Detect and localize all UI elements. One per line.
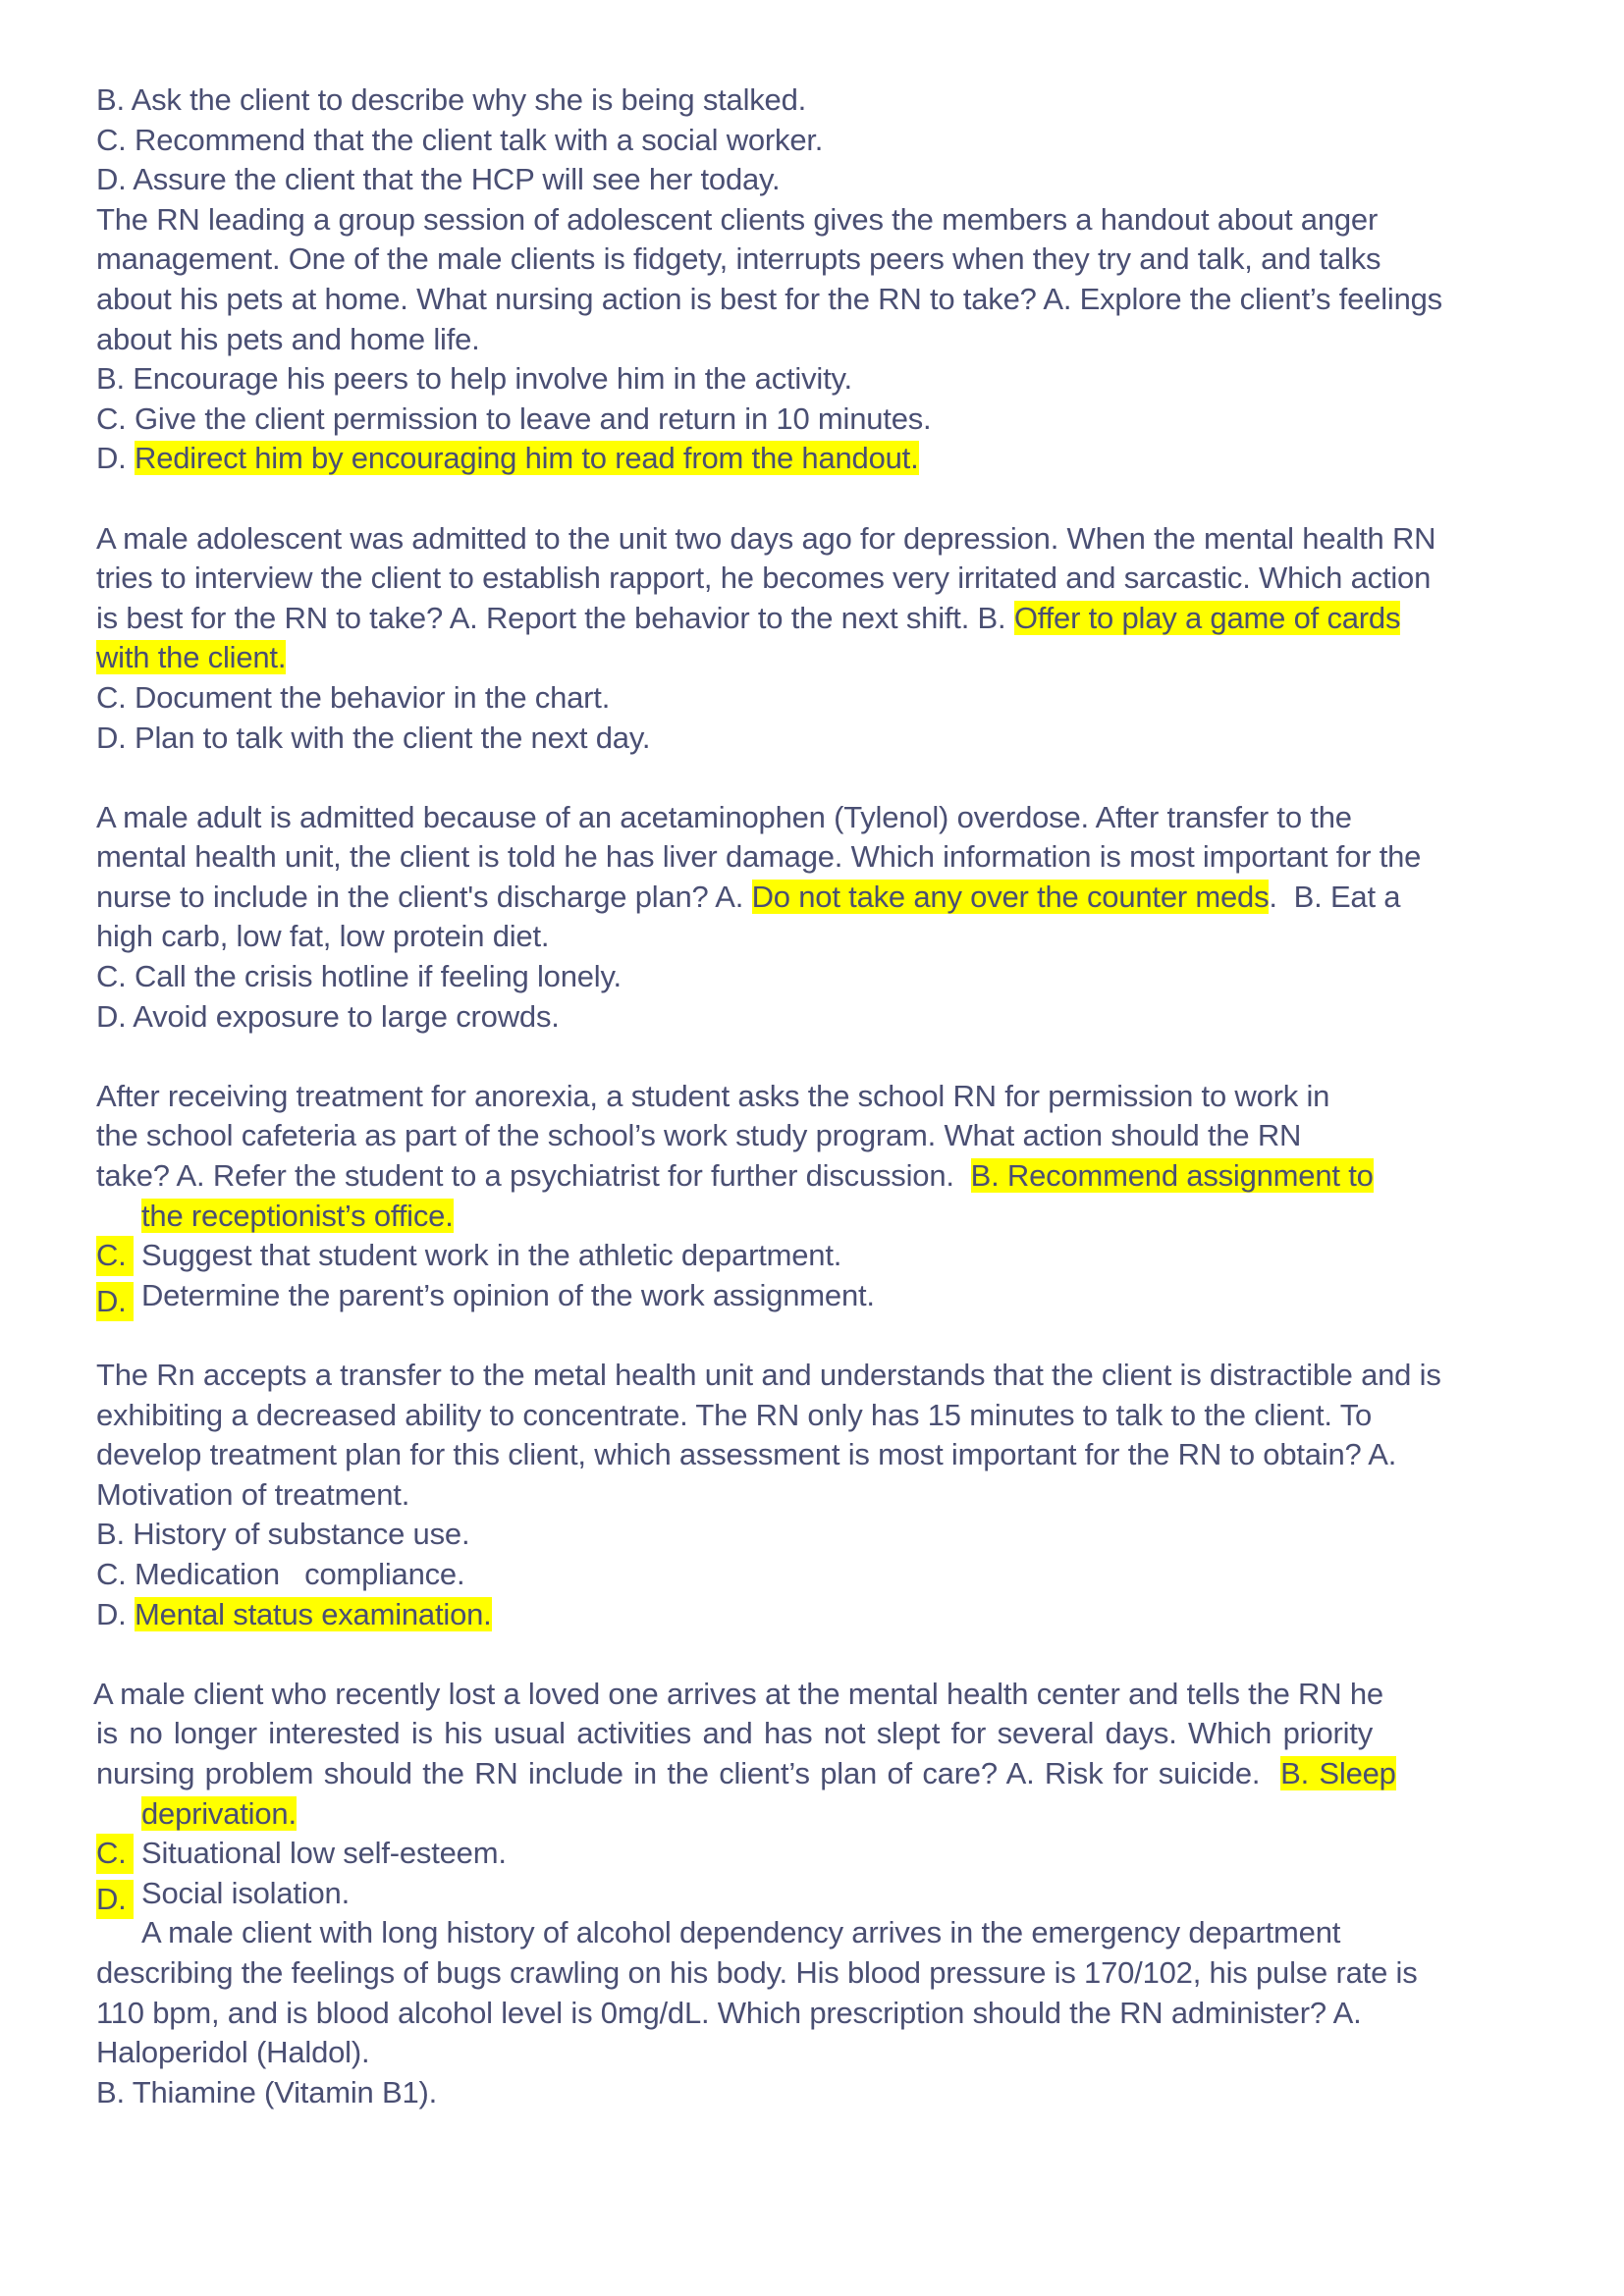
- option-b-continued: [96, 1794, 1589, 1835]
- option-c: C. Document the behavior in the chart.: [96, 679, 611, 715]
- question-prefix: take? A. Refer the student to a psychiatrist for further discussion.: [96, 1158, 971, 1194]
- paragraph-gap: [96, 1634, 1589, 1675]
- question-text: The RN leading a group session of adolescent clients gives the members a handout about anger: [96, 201, 1379, 237]
- question-text: The Rn accepts a transfer to the metal health unit and understands that the client is distractible and is: [96, 1358, 1441, 1392]
- question-text: [96, 878, 1589, 918]
- highlighted-answer: deprivation.: [141, 1795, 297, 1831]
- question-4: [96, 1077, 1589, 1316]
- option-b-continued: high carb, low fat, low protein diet.: [96, 919, 550, 954]
- option-d: D. Assure the client that the HCP will see her today.: [96, 162, 781, 197]
- option-prefix: D.: [96, 441, 135, 476]
- question-suffix: . B. Eat a: [1269, 879, 1401, 914]
- option-a-continued: Motivation of treatment.: [96, 1476, 410, 1512]
- question-3: [96, 798, 1589, 1038]
- option-d: D. Avoid exposure to large crowds.: [96, 998, 560, 1034]
- question-text: describing the feelings of bugs crawling on his body. His blood pressure is 170/102, his pulse rate is: [96, 1954, 1418, 1990]
- question-text: develop treatment plan for this client, which assessment is most important for the RN to obtain? A.: [96, 1437, 1397, 1472]
- highlighted-answer: B. Sleep: [1280, 1755, 1396, 1790]
- option-letter: C.: [96, 1236, 134, 1276]
- option-letter: C.: [96, 1834, 134, 1874]
- option-b: B. Encourage his peers to help involve him in the activity.: [96, 361, 852, 397]
- question-1: [96, 200, 1589, 479]
- paragraph-gap: [96, 1037, 1589, 1077]
- option-b-continued: [96, 638, 1589, 678]
- paragraph-gap: [96, 479, 1589, 519]
- question-text: A male client who recently lost a loved one arrives at the mental health center and tells the RN he: [93, 1676, 1383, 1711]
- option-b: B. History of substance use.: [96, 1517, 470, 1552]
- highlighted-answer: B. Recommend assignment to: [970, 1158, 1374, 1194]
- option-text: Determine the parent’s opinion of the work assignment.: [141, 1277, 875, 1312]
- option-d: D. Plan to talk with the client the next day.: [96, 720, 651, 755]
- option-d: [96, 1874, 1589, 1914]
- question-text: 110 bpm, and is blood alcohol level is 0mg/dL. Which prescription should the RN administer? A.: [96, 1995, 1362, 2030]
- highlighted-answer: Mental status examination.: [135, 1596, 492, 1631]
- option-d: [96, 1595, 1589, 1635]
- question-text: [96, 599, 1589, 639]
- question-text: the school cafeteria as part of the school’s work study program. What action should the RN: [96, 1118, 1302, 1153]
- paragraph-gap: [96, 1315, 1589, 1356]
- option-b-continued: [96, 1197, 1589, 1237]
- option-prefix: D.: [96, 1596, 135, 1631]
- question-prefix: nurse to include in the client's discharge plan? A.: [96, 879, 752, 914]
- option-a: about his pets and home life.: [96, 321, 480, 356]
- question-text: A male adolescent was admitted to the unit two days ago for depression. When the mental health RN: [96, 520, 1436, 556]
- question-text: A male client with long history of alcohol dependency arrives in the emergency department: [141, 1915, 1341, 1950]
- question-prefix: is best for the RN to take? A. Report the behavior to the next shift. B.: [96, 600, 1014, 635]
- highlighted-answer: with the client.: [96, 640, 287, 675]
- question-text: After receiving treatment for anorexia, a student asks the school RN for permission to work in: [96, 1078, 1330, 1113]
- paragraph-gap: [96, 758, 1589, 798]
- question-text: tries to interview the client to establish rapport, he becomes very irritated and sarcastic. Which action: [96, 561, 1432, 596]
- question-7: [96, 1913, 1589, 2112]
- question-text: mental health unit, the client is told he has liver damage. Which information is most important for the: [96, 839, 1422, 875]
- option-c: [96, 1834, 1589, 1874]
- option-text: Social isolation.: [141, 1875, 350, 1910]
- option-c: [96, 1236, 1589, 1276]
- question-0-options: [96, 80, 1589, 200]
- question-6: [93, 1675, 1589, 1916]
- question-text: [96, 1754, 1589, 1794]
- option-d: [96, 439, 1589, 479]
- highlighted-answer: Offer to play a game of cards: [1013, 600, 1401, 635]
- option-letter: D.: [96, 1880, 134, 1920]
- question-text: exhibiting a decreased ability to concentrate. The RN only has 15 minutes to talk to the client. To: [96, 1397, 1373, 1432]
- option-b: B. Ask the client to describe why she is being stalked.: [96, 82, 807, 117]
- question-text: A male adult is admitted because of an acetaminophen (Tylenol) overdose. After transfer to the: [96, 799, 1352, 834]
- option-d: [96, 1276, 1589, 1316]
- option-letter: D.: [96, 1282, 134, 1322]
- highlighted-answer: the receptionist’s office.: [141, 1198, 454, 1233]
- highlighted-answer: Redirect him by encouraging him to read from the handout.: [135, 441, 919, 476]
- question-text: about his pets at home. What nursing action is best for the RN to take? A. Explore the client’s feelings: [96, 281, 1442, 316]
- question-2: [96, 519, 1589, 759]
- option-c: C. Call the crisis hotline if feeling lonely.: [96, 959, 622, 994]
- question-text: [96, 1156, 1589, 1197]
- option-b: B. Thiamine (Vitamin B1).: [96, 2074, 438, 2109]
- option-a-continued: Haloperidol (Haldol).: [96, 2035, 370, 2070]
- question-text: is no longer interested is his usual activities and has not slept for several days. Which priority: [96, 1716, 1374, 1751]
- question-prefix: nursing problem should the RN include in the client’s plan of care? A. Risk for suicide.: [96, 1755, 1281, 1790]
- option-c: C. Recommend that the client talk with a social worker.: [96, 122, 824, 157]
- option-c: C. Give the client permission to leave and return in 10 minutes.: [96, 400, 932, 436]
- document-page: [93, 80, 1589, 2112]
- option-c: C. Medication compliance.: [96, 1556, 465, 1591]
- option-text: Situational low self-esteem.: [141, 1836, 507, 1871]
- question-5: [96, 1356, 1589, 1634]
- highlighted-answer: Do not take any over the counter meds: [751, 879, 1270, 914]
- question-text: management. One of the male clients is fidgety, interrupts peers when they try and talk, and talks: [96, 241, 1381, 277]
- option-text: Suggest that student work in the athletic department.: [141, 1238, 842, 1273]
